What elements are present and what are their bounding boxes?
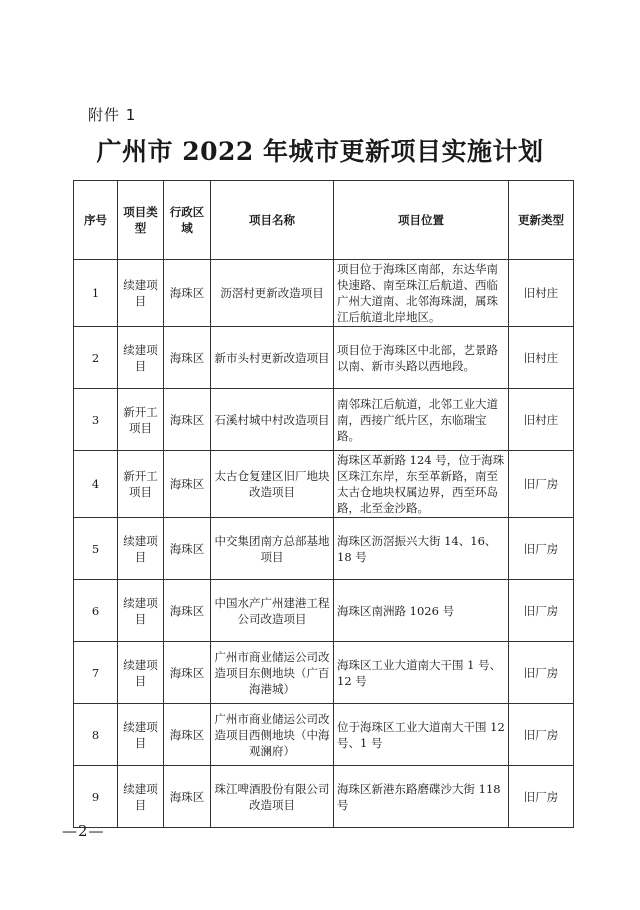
cell-project-type: 续建项目 [118, 327, 164, 389]
cell-project-name: 新市头村更新改造项目 [211, 327, 334, 389]
cell-update-type: 旧厂房 [509, 451, 574, 518]
table-row [74, 766, 574, 828]
table-row [74, 518, 574, 580]
table-row [74, 580, 574, 642]
cell-update-type: 旧厂房 [509, 642, 574, 704]
cell-update-type: 旧厂房 [509, 704, 574, 766]
cell-index: 5 [74, 518, 118, 580]
page-number: —2— [62, 822, 105, 840]
cell-project-location: 海珠区南洲路 1026 号 [334, 580, 509, 642]
cell-project-location: 海珠区工业大道南大干围 1 号、12 号 [334, 642, 509, 704]
cell-project-name: 中交集团南方总部基地项目 [211, 518, 334, 580]
cell-project-location: 海珠区革新路 124 号，位于海珠区珠江东岸，东至革新路，南至太古仓地块权属边界，西至环岛路，北至金沙路。 [334, 451, 509, 518]
cell-project-type: 续建项目 [118, 260, 164, 327]
cell-project-name: 沥滘村更新改造项目 [211, 260, 334, 327]
cell-project-type: 续建项目 [118, 766, 164, 828]
cell-update-type: 旧村庄 [509, 327, 574, 389]
cell-district: 海珠区 [164, 580, 211, 642]
table-row [74, 389, 574, 451]
cell-district: 海珠区 [164, 389, 211, 451]
cell-district: 海珠区 [164, 704, 211, 766]
cell-index: 8 [74, 704, 118, 766]
cell-project-type: 续建项目 [118, 518, 164, 580]
header-project-location: 项目位置 [334, 181, 509, 260]
cell-update-type: 旧厂房 [509, 580, 574, 642]
cell-update-type: 旧村庄 [509, 260, 574, 327]
cell-project-name: 广州市商业储运公司改造项目东侧地块（广百海港城） [211, 642, 334, 704]
cell-project-location: 项目位于海珠区南部，东达华南快速路、南至珠江后航道、西临广州大道南、北邻海珠湖，属珠江后航道北岸地区。 [334, 260, 509, 327]
cell-index: 1 [74, 260, 118, 327]
cell-project-location: 南邻珠江后航道，北邻工业大道南，西接广纸片区，东临瑞宝路。 [334, 389, 509, 451]
header-update-type: 更新类型 [509, 181, 574, 260]
header-project-type: 项目类型 [118, 181, 164, 260]
cell-district: 海珠区 [164, 327, 211, 389]
cell-district: 海珠区 [164, 260, 211, 327]
attachment-label: 附件 1 [88, 106, 137, 124]
cell-project-name: 太古仓复建区旧厂地块改造项目 [211, 451, 334, 518]
cell-update-type: 旧厂房 [509, 518, 574, 580]
cell-index: 7 [74, 642, 118, 704]
cell-district: 海珠区 [164, 518, 211, 580]
cell-project-name: 珠江啤酒股份有限公司改造项目 [211, 766, 334, 828]
cell-project-name: 石溪村城中村改造项目 [211, 389, 334, 451]
cell-project-type: 续建项目 [118, 704, 164, 766]
cell-district: 海珠区 [164, 642, 211, 704]
cell-project-name: 中国水产广州建港工程公司改造项目 [211, 580, 334, 642]
cell-update-type: 旧村庄 [509, 389, 574, 451]
cell-project-type: 续建项目 [118, 642, 164, 704]
cell-index: 4 [74, 451, 118, 518]
document-title: 广州市 2022 年城市更新项目实施计划 [96, 137, 544, 166]
cell-update-type: 旧厂房 [509, 766, 574, 828]
table-body [74, 260, 574, 828]
cell-project-type: 新开工项目 [118, 451, 164, 518]
header-project-name: 项目名称 [211, 181, 334, 260]
project-plan-table [73, 180, 574, 828]
cell-project-type: 新开工项目 [118, 389, 164, 451]
table-header-row [74, 181, 574, 260]
table-row [74, 327, 574, 389]
cell-project-name: 广州市商业储运公司改造项目西侧地块（中海观澜府） [211, 704, 334, 766]
cell-index: 3 [74, 389, 118, 451]
cell-project-type: 续建项目 [118, 580, 164, 642]
cell-district: 海珠区 [164, 766, 211, 828]
header-index: 序号 [74, 181, 118, 260]
cell-district: 海珠区 [164, 451, 211, 518]
cell-project-location: 海珠区新港东路磨碟沙大街 118 号 [334, 766, 509, 828]
cell-project-location: 海珠区沥滘振兴大街 14、16、18 号 [334, 518, 509, 580]
cell-index: 2 [74, 327, 118, 389]
cell-index: 6 [74, 580, 118, 642]
table-row [74, 451, 574, 518]
table-row [74, 642, 574, 704]
cell-project-location: 位于海珠区工业大道南大干围 12 号、1 号 [334, 704, 509, 766]
table-row [74, 704, 574, 766]
cell-index: 9 [74, 766, 118, 828]
table-row [74, 260, 574, 327]
cell-project-location: 项目位于海珠区中北部，艺景路以南、新市头路以西地段。 [334, 327, 509, 389]
header-district: 行政区域 [164, 181, 211, 260]
